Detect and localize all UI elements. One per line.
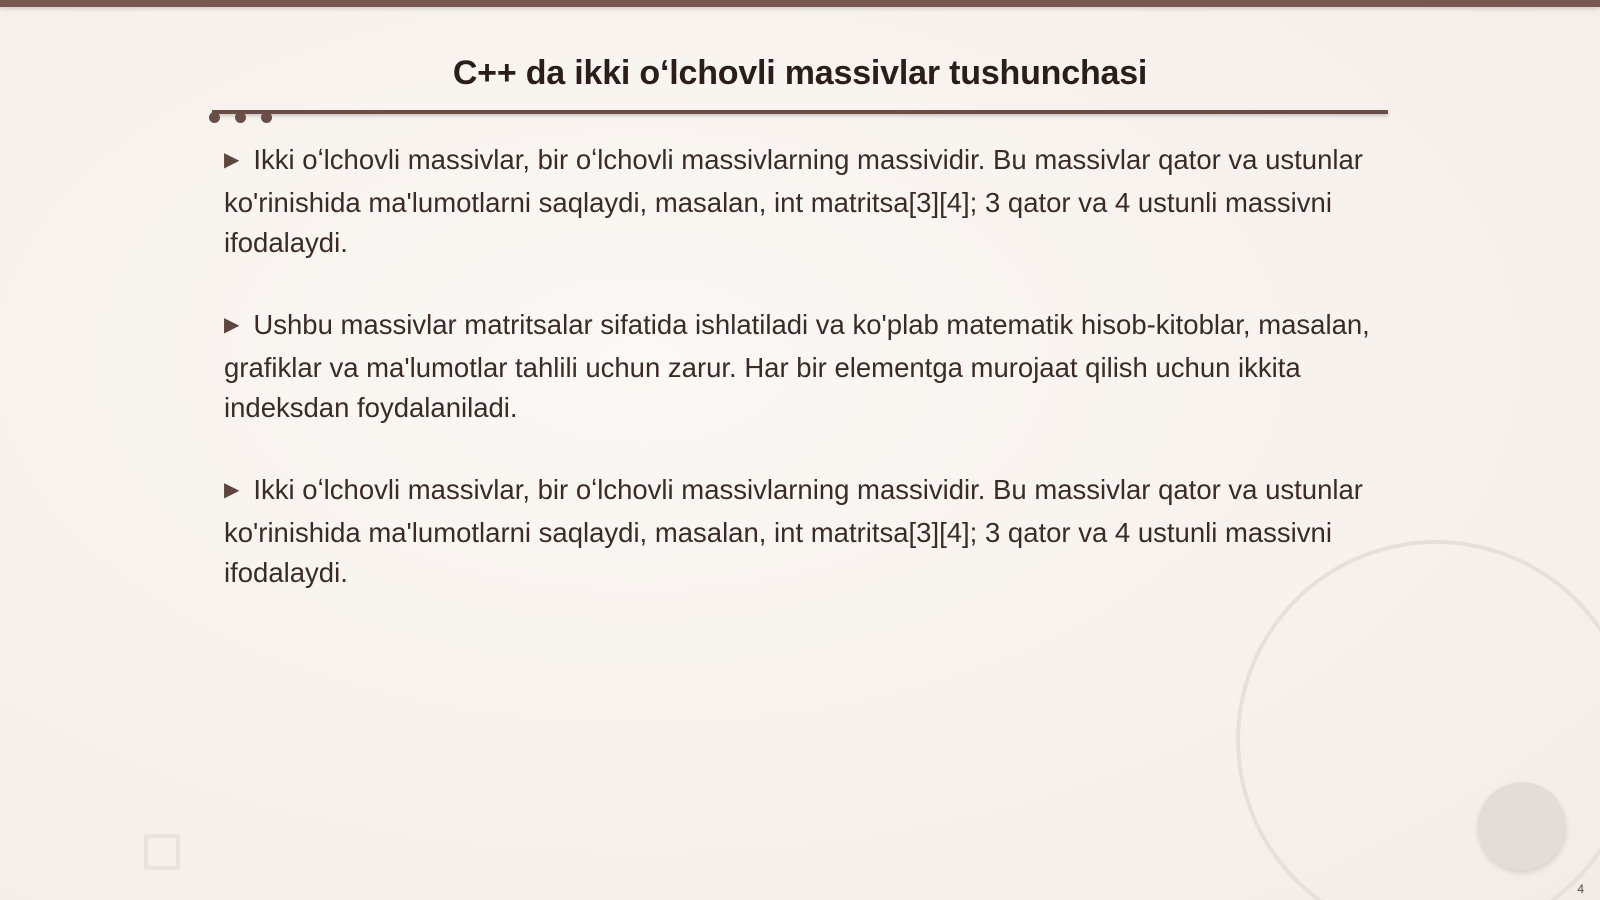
decorative-square bbox=[144, 834, 180, 870]
bullet-text: Ikki oʻlchovli massivlar, bir oʻlchovli massivlarning massividir. Bu massivlar qator va ustunlar ko'rinishida ma'lumotlarni saqlaydi, masalan, int matritsa[3][4]; 3 qator va 4 ustunli massivni ifodalaydi. bbox=[224, 144, 1363, 258]
bullet-text: Ikki oʻlchovli massivlar, bir oʻlchovli massivlarning massividir. Bu massivlar qator va ustunlar ko'rinishida ma'lumotlarni saqlaydi, masalan, int matritsa[3][4]; 3 qator va 4 ustunli massivni ifodalaydi. bbox=[224, 474, 1363, 588]
divider-dot bbox=[235, 112, 246, 123]
divider-dot bbox=[209, 112, 220, 123]
page-number: 4 bbox=[1577, 882, 1584, 896]
decorative-circle-filled bbox=[1478, 782, 1566, 870]
bullet-text: Ushbu massivlar matritsalar sifatida ishlatiladi va ko'plab matematik hisob-kitoblar, masalan, grafiklar va ma'lumotlar tahlili uchun zarur. Har bir elementga murojaat qilish uchun ikkita indeksdan foydalaniladi. bbox=[224, 309, 1370, 423]
triangle-bullet-icon: ▶ bbox=[224, 149, 240, 171]
triangle-bullet-icon: ▶ bbox=[224, 479, 240, 501]
top-accent-bar bbox=[0, 0, 1600, 7]
slide-title: C++ da ikki oʻlchovli massivlar tushunchasi bbox=[452, 54, 1148, 92]
bullet-item bbox=[224, 470, 1384, 593]
divider-dot bbox=[261, 112, 272, 123]
bullet-item bbox=[224, 140, 1384, 263]
triangle-bullet-icon: ▶ bbox=[224, 314, 240, 336]
bullet-item bbox=[224, 305, 1384, 428]
title-divider bbox=[212, 110, 1388, 114]
bullet-list bbox=[224, 140, 1384, 635]
